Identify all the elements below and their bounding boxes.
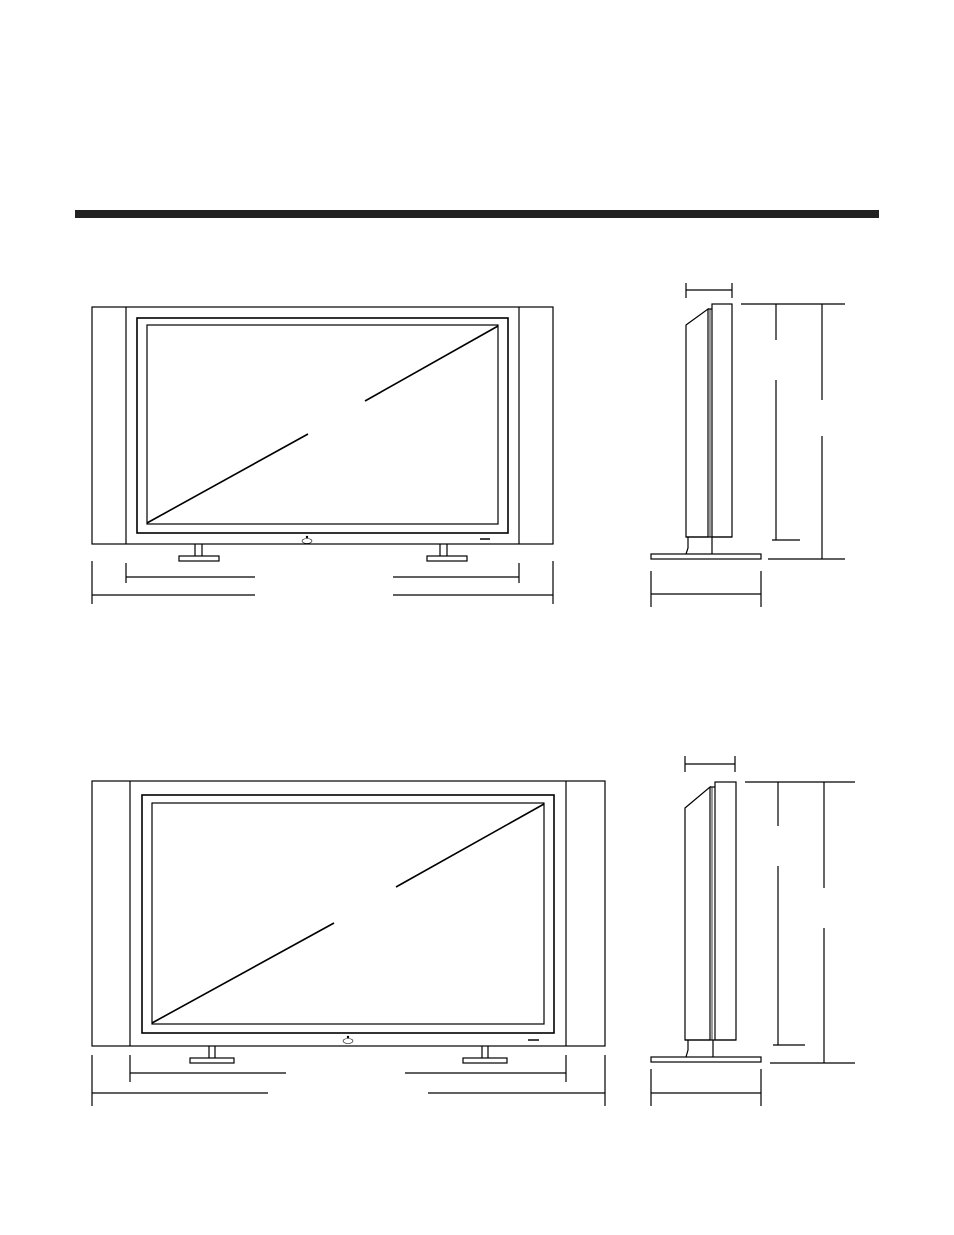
diagonal-line-upper (396, 804, 544, 887)
model-badge (528, 1039, 539, 1041)
right-foot-base (463, 1058, 507, 1063)
screen-bezel (137, 318, 508, 533)
lower-side-view (651, 756, 855, 1106)
panel-rear (685, 787, 710, 1040)
screen-bezel (142, 795, 554, 1033)
model-badge (480, 538, 490, 540)
left-foot-base (190, 1058, 234, 1063)
logo-dot (306, 536, 308, 538)
upper-front-view (92, 307, 553, 604)
stand-neck (686, 1040, 688, 1057)
diagonal-line-lower (152, 923, 334, 1023)
panel-rear (686, 309, 708, 537)
stand-base (651, 1057, 761, 1062)
diagonal-line-upper (365, 326, 498, 401)
upper-side-view (651, 283, 845, 607)
stand-neck (686, 537, 688, 554)
lower-front-view (92, 781, 605, 1106)
left-foot-base (179, 556, 219, 561)
diagonal-line-lower (147, 434, 308, 523)
tv-outer-frame (92, 781, 605, 1046)
logo-dot (347, 1036, 349, 1038)
panel-front (712, 304, 732, 537)
logo-emblem (302, 539, 312, 544)
lower-logo (343, 1036, 353, 1044)
logo-emblem (343, 1039, 353, 1044)
right-foot-base (427, 556, 467, 561)
stand-base (651, 554, 761, 559)
panel-front (715, 782, 736, 1040)
tv-outer-frame (92, 307, 553, 544)
upper-logo (302, 536, 312, 544)
header-rule (75, 210, 879, 218)
